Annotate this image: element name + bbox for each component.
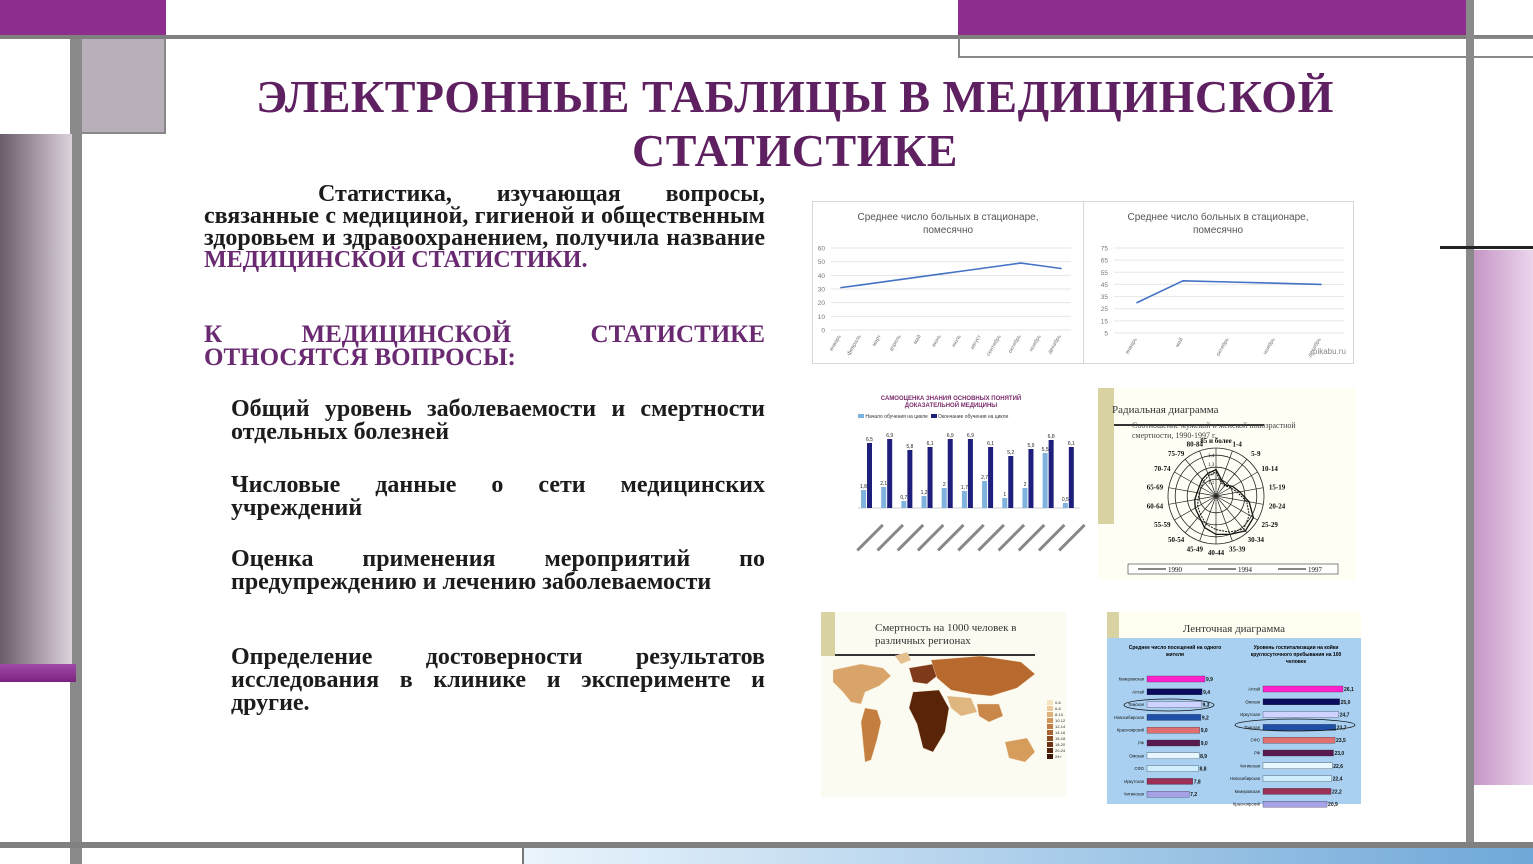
intro-text: Статистика, изучающая вопросы, связанные с медициной, гигиеной и общественным здоровьем и здравоохранением, получила название [204, 181, 765, 251]
radar-axis-label: 70-74 [1154, 465, 1171, 473]
y-tick-label: 45 [1100, 281, 1108, 289]
bar-end [887, 439, 892, 508]
ribbon-bar [1147, 702, 1201, 708]
bar-label: 6,9 [886, 433, 894, 439]
ribbon-bar-label: 26,1 [1344, 687, 1354, 693]
bar-label: 1,8 [860, 484, 867, 490]
bar-label: 5,5 [1041, 447, 1049, 453]
radar-axis-label: 55-59 [1154, 521, 1171, 529]
bar-start [1043, 453, 1048, 508]
ribbon-bar [1263, 776, 1332, 782]
radar-axis-label: 15-19 [1268, 483, 1286, 492]
y-tick-label: 75 [1100, 245, 1108, 253]
chart-1-plot [813, 202, 1083, 363]
ribbon-bar-label: 7,8 [1193, 779, 1201, 786]
data-point [1182, 280, 1184, 282]
ribbon-category-label: Кемеровская [1118, 676, 1144, 682]
frame-right-tick [958, 37, 960, 58]
bar-label: 5,2 [1007, 450, 1015, 456]
bar-label: 0,7 [900, 495, 908, 501]
data-point [980, 268, 982, 270]
data-point [1000, 265, 1002, 267]
ribbon-category-label: Омская [1245, 699, 1260, 705]
bar-label: 1 [1003, 492, 1007, 498]
bar-label: 2 [942, 482, 946, 488]
legend-label: Окончание обучения на цикле [937, 414, 1009, 420]
ribbon-bar [1263, 737, 1335, 743]
map-legend-label: 12-14 [1055, 724, 1066, 729]
ribbon-bar [1263, 699, 1340, 705]
ribbon-chart-panel [1107, 612, 1361, 809]
bar-end [1008, 456, 1013, 508]
map-region [931, 656, 1035, 696]
question-heading-line-1: К МЕДИЦИНСКОЙ СТАТИСТИКЕ [204, 321, 765, 348]
x-tick-label: апрель [888, 334, 903, 353]
ribbon-bar-label: 25,0 [1340, 699, 1351, 706]
bar-label: 2 [1023, 482, 1027, 488]
chart-6-plot [1107, 612, 1361, 809]
ribbon-bar [1147, 689, 1202, 695]
y-tick-label: 50 [817, 259, 825, 267]
bar-label: 1,7 [960, 485, 968, 491]
frame-right-panel [1474, 250, 1533, 785]
radar-axis-label: 40-44 [1207, 549, 1225, 557]
y-tick-label: 15 [1100, 318, 1108, 326]
ribbon-bar [1147, 753, 1199, 759]
ribbon-bar-label: 9,0 [1200, 741, 1208, 747]
radar-ring-label: 1,3 [1208, 463, 1215, 468]
frame-right-rule [1474, 56, 1533, 58]
ribbon-bar [1263, 686, 1343, 692]
ribbon-bar-label: 8,8 [1199, 766, 1207, 773]
ribbon-bar [1263, 763, 1332, 769]
legend-label: 1990 [1168, 566, 1182, 574]
x-tick-label: июль [950, 334, 963, 349]
ribbon-bar [1263, 801, 1327, 807]
chart-2-plot [1084, 202, 1354, 363]
map-legend-swatch [1047, 724, 1053, 729]
x-tick-label: март [871, 334, 883, 348]
bar-end [867, 443, 872, 508]
map-legend-swatch [1047, 754, 1053, 759]
map-legend-swatch [1047, 706, 1053, 711]
x-tick-label: октябрь [1215, 337, 1231, 358]
chart-4-title: Радиальная диаграмма [1112, 404, 1219, 416]
x-tick-label: январь [828, 334, 843, 353]
map-region [861, 708, 881, 762]
legend-label: 1997 [1308, 566, 1322, 574]
bullet-item [204, 646, 765, 715]
ribbon-bar-label: 22,4 [1332, 776, 1343, 783]
bar-start [962, 491, 967, 508]
bar-chart-panel [812, 388, 1084, 580]
ribbon-category-label: Читинская [1239, 763, 1260, 769]
ribbon-category-label: Новосибирская [1114, 714, 1144, 720]
ribbon-category-label: Читинская [1123, 791, 1144, 797]
radar-axis [1200, 496, 1216, 541]
y-tick-label: 30 [817, 286, 825, 294]
bar-end [907, 450, 912, 508]
map-region [947, 696, 977, 716]
legend-label: Начало обучения на цикле [865, 414, 928, 420]
y-tick-label: 10 [817, 313, 825, 321]
map-legend-label: 18-20 [1055, 742, 1066, 747]
frame-corner-square [82, 39, 166, 134]
y-tick-label: 55 [1100, 269, 1108, 277]
intro-highlight: МЕДИЦИНСКОЙ СТАТИСТИКИ. [204, 247, 588, 273]
chart-4-subtitle: Соотношение мужской и женской повозрастной смертности, 1990-1997 г. [1132, 421, 1296, 440]
bullet-text: Оценка применения мероприятий по предупреждению и лечению заболеваемости [231, 546, 765, 595]
ribbon-bar [1147, 727, 1200, 733]
ribbon-category-label: Кемеровская [1234, 788, 1260, 794]
x-tick-label: декабрь [1047, 334, 1063, 356]
bar-label: 5,8 [906, 444, 914, 450]
chart-5-title: Смертность на 1000 человек в различных регионах [875, 622, 1017, 647]
bar-end [988, 447, 993, 508]
frame-left-gradient [0, 134, 72, 664]
radar-axis-label: 85 и более [1200, 437, 1232, 445]
x-tick-label: май [1174, 337, 1185, 349]
frame-top-line [0, 35, 1533, 39]
radar-axis-label: 80-84 [1186, 440, 1203, 449]
ribbon-bar-label: 9,9 [1206, 677, 1213, 683]
bar-end [1069, 447, 1074, 508]
data-point [940, 273, 942, 275]
map-legend-label: 8-10 [1055, 712, 1064, 717]
bar-start [1022, 488, 1027, 508]
map-region [1005, 738, 1035, 762]
x-tick-label: ноябрь [1028, 334, 1043, 353]
bar-start [861, 490, 866, 508]
frame-bottom-divider [522, 848, 524, 864]
y-tick-label: 40 [817, 272, 825, 280]
ribbon-bar-label: 23,7 [1336, 725, 1347, 732]
ribbon-category-label: Омская [1129, 753, 1144, 759]
radar-chart-panel [1098, 388, 1356, 580]
ribbon-bar [1263, 712, 1339, 718]
data-point [1320, 284, 1322, 286]
chart-2-title: Среднее число больных в стационаре, помесячно [1127, 212, 1309, 236]
world-map [821, 612, 1066, 797]
frame-top-right-bar [958, 0, 1466, 37]
bar-label: 6,1 [987, 441, 995, 447]
bar-label: 6,8 [1047, 434, 1055, 440]
ribbon-category-label: Алтай [1248, 686, 1260, 692]
radar-axis-label: 50-54 [1167, 535, 1185, 544]
chart-6-left-title: Среднее число посещений на одного жителя [1128, 645, 1222, 658]
bar-start [881, 487, 886, 508]
ribbon-category-label: Красноярский [1116, 727, 1144, 733]
map-chart-panel [821, 612, 1066, 797]
frame-right-rule [958, 56, 1474, 58]
frame-right-line [1466, 0, 1474, 864]
map-region [909, 664, 937, 684]
bar-label: 0,5 [1061, 497, 1069, 503]
legend-label: 1994 [1238, 566, 1252, 574]
map-region [977, 704, 1003, 722]
ribbon-bar-label: 22,2 [1332, 789, 1342, 796]
x-tick-label: июнь [930, 334, 943, 349]
ribbon-bar-label: 9,0 [1200, 728, 1208, 735]
ribbon-category-label: Томская [1243, 724, 1260, 730]
radar-axis-label: 1-4 [1232, 440, 1242, 449]
ribbon-bar-label: 7,2 [1190, 792, 1198, 799]
radar-axis [1216, 496, 1247, 533]
bar-label: 6,5 [866, 437, 873, 443]
y-tick-label: 5 [1104, 330, 1108, 338]
data-point [1020, 262, 1022, 264]
bar-end [1028, 449, 1033, 508]
bar-start [1063, 503, 1068, 508]
radar-axis-label: 60-64 [1146, 502, 1164, 511]
bullet-item [204, 548, 765, 594]
data-point [1228, 281, 1230, 283]
map-legend-label: 14-16 [1055, 730, 1066, 735]
bar-label: 2,7 [981, 475, 989, 481]
bar-start [1002, 498, 1007, 508]
x-tick-label: январь [1124, 337, 1139, 356]
ribbon-bar-label: 20,9 [1328, 802, 1338, 809]
bullet-text: Общий уровень заболеваемости и смертности отдельных болезней [231, 396, 765, 445]
map-legend-label: 20-24 [1055, 748, 1066, 753]
data-point [1040, 265, 1042, 267]
map-legend-label: 24+ [1055, 754, 1062, 759]
ribbon-bar [1147, 791, 1189, 797]
ribbon-bar [1147, 714, 1201, 720]
bar-end [948, 439, 953, 508]
bullet-item [204, 398, 765, 444]
ribbon-bar-label: 23,5 [1336, 738, 1346, 745]
y-tick-label: 20 [817, 300, 825, 308]
radar-axis-label: 45-49 [1186, 545, 1203, 554]
data-point [900, 279, 902, 281]
ribbon-category-label: Алтай [1132, 689, 1144, 695]
map-legend-swatch [1047, 736, 1053, 741]
ribbon-bar-label: 22,6 [1333, 763, 1344, 770]
bar-label: 1,2 [920, 490, 928, 496]
map-legend-label: 6-8 [1055, 706, 1061, 711]
y-tick-label: 60 [817, 245, 825, 253]
ribbon-bar [1263, 788, 1331, 794]
ribbon-category-label: РФ [1254, 750, 1260, 756]
x-tick-label: май [912, 334, 923, 346]
radar-axis-label: 5-9 [1251, 450, 1261, 459]
data-point [880, 281, 882, 283]
bar-start [901, 501, 906, 508]
map-region [909, 690, 949, 752]
bar-label: 2,1 [880, 481, 888, 487]
map-legend-label: 16-18 [1055, 736, 1066, 741]
ribbon-category-label: Иркутская [1124, 778, 1144, 784]
map-legend-swatch [1047, 700, 1053, 705]
chart-1-title: Среднее число больных в стационаре, помесячно [857, 212, 1039, 236]
y-tick-label: 35 [1100, 294, 1108, 302]
frame-bottom-gradient [524, 848, 1533, 864]
ribbon-bar [1147, 766, 1199, 772]
map-legend-swatch [1047, 718, 1053, 723]
map-legend-swatch [1047, 730, 1053, 735]
frame-left-accent [0, 664, 76, 682]
chart-3-title: САМООЦЕНКА ЗНАНИЯ ОСНОВНЫХ ПОНЯТИЙ ДОКАЗАТЕЛЬНОЙ МЕДИЦИНЫ [880, 396, 1022, 409]
ribbon-category-label: СФО [1134, 766, 1144, 772]
ribbon-bar-label: 24,7 [1339, 712, 1350, 719]
bar-start [922, 496, 927, 508]
radar-axis-label: 20-24 [1268, 502, 1286, 511]
radar-axis-label: 35-39 [1229, 545, 1246, 554]
map-legend-swatch [1047, 712, 1053, 717]
x-tick-label: ноябрь [1262, 337, 1277, 356]
ribbon-bar [1147, 676, 1205, 682]
bar-label: 6,1 [1067, 441, 1075, 447]
frame-right-rule [1474, 37, 1533, 39]
intro-paragraph [204, 183, 765, 271]
x-tick-label: декабрь [1307, 337, 1323, 359]
ribbon-bar [1147, 778, 1193, 784]
map-legend-label: 10-12 [1055, 718, 1066, 723]
data-point [1136, 302, 1138, 304]
ribbon-bar-label: 8,9 [1200, 753, 1208, 760]
ribbon-category-label: Красноярский [1232, 801, 1260, 807]
radar-ring-label: 1,2 [1208, 472, 1215, 477]
radar-axis-label: 10-14 [1261, 465, 1278, 473]
bar-label: 6,9 [946, 433, 954, 439]
x-tick-label: сентябрь [985, 334, 1003, 358]
x-tick-label: февраль [846, 334, 863, 357]
bar-end [968, 439, 973, 508]
chart-2-watermark: pikabu.ru [1313, 347, 1346, 356]
frame-top-left-bar [0, 0, 166, 37]
radar-axis-label: 65-69 [1146, 483, 1164, 492]
ribbon-bar [1263, 724, 1336, 730]
y-tick-label: 65 [1100, 257, 1108, 265]
page-title [200, 70, 1390, 178]
ribbon-bar [1147, 740, 1200, 746]
bar-start [942, 488, 947, 508]
data-point [920, 276, 922, 278]
ribbon-category-label: Иркутская [1240, 712, 1260, 718]
ribbon-bar-label: 9,3 [1202, 702, 1210, 709]
bar-end [928, 447, 933, 508]
y-tick-label: 0 [821, 327, 825, 335]
data-point [960, 270, 962, 272]
bullet-item [204, 474, 765, 520]
data-point [1060, 268, 1062, 270]
ribbon-category-label: СФО [1250, 737, 1260, 743]
question-heading-line-2: ОТНОСЯТСЯ ВОПРОСЫ: [204, 344, 516, 371]
chart-6-title: Ленточная диаграмма [1182, 623, 1286, 635]
bar-end [1049, 440, 1054, 508]
bullet-text: Определение достоверности результатов исследования в клинике и эксперименте и другие. [231, 644, 765, 716]
radar-ring-label: 1,1 [1208, 481, 1215, 486]
radar-ring-label: 1,4 [1208, 454, 1215, 459]
chart-3-plot [812, 388, 1084, 580]
data-point [840, 287, 842, 289]
map-region [833, 664, 891, 704]
map-legend-label: 0-6 [1055, 700, 1061, 705]
radar-axis-label: 25-29 [1261, 521, 1278, 529]
bar-start [982, 481, 987, 508]
bar-label: 6,9 [966, 433, 974, 439]
ribbon-category-label: РФ [1138, 740, 1144, 746]
bullet-text: Числовые данные о сети медицинских учреждений [231, 472, 765, 521]
ribbon-category-label: Томская [1127, 702, 1144, 708]
ribbon-category-label: Новосибирская [1230, 776, 1260, 782]
title-line-2: СТАТИСТИКЕ [632, 125, 958, 176]
chart-6-right-title: Уровень госпитализации на койки круглосуточного пребывания на 100 человек [1250, 645, 1342, 665]
radar-axis-label: 30-34 [1247, 535, 1265, 544]
map-region [895, 652, 911, 664]
y-tick-label: 25 [1100, 306, 1108, 314]
ribbon-bar-label: 9,2 [1201, 715, 1209, 722]
chart-4-plot [1098, 388, 1356, 580]
map-legend-swatch [1047, 742, 1053, 747]
title-line-1: ЭЛЕКТРОННЫЕ ТАБЛИЦЫ В МЕДИЦИНСКОЙ [256, 71, 1334, 122]
data-point [860, 284, 862, 286]
bar-label: 6,1 [926, 441, 934, 447]
ribbon-bar-label: 9,4 [1203, 689, 1211, 696]
x-tick-label: октябрь [1007, 334, 1023, 355]
ribbon-bar [1263, 750, 1333, 756]
radar-axis-label: 75-79 [1167, 450, 1185, 459]
x-tick-label: август [969, 334, 983, 351]
map-legend-swatch [1047, 748, 1053, 753]
bar-label: 5,9 [1027, 443, 1035, 449]
data-point [1274, 282, 1276, 284]
frame-right-rule [1440, 246, 1533, 249]
ribbon-bar-label: 23,0 [1334, 751, 1345, 757]
line-charts-panel [812, 201, 1354, 364]
